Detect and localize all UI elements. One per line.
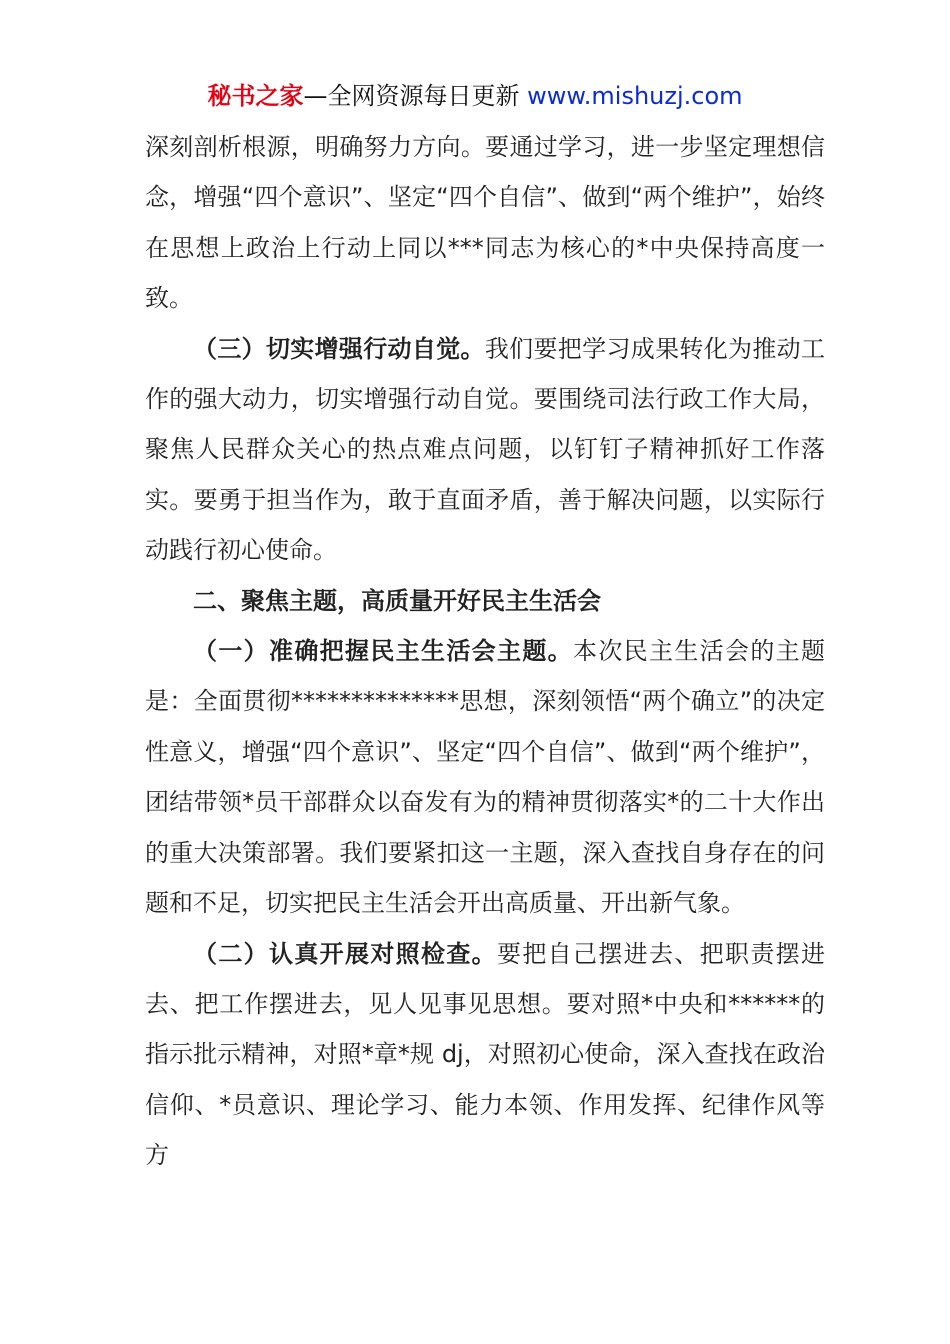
paragraph-heading: （一）准确把握民主生活会主题。 bbox=[193, 637, 573, 666]
paragraph-heading: （二）认真开展对照检查。 bbox=[193, 939, 497, 968]
site-url-link[interactable]: www.mishuzj.com bbox=[527, 82, 743, 110]
section-heading-2 bbox=[145, 576, 825, 626]
paragraph-subsection-1 bbox=[145, 626, 825, 928]
paragraph-continuation bbox=[145, 122, 825, 324]
site-brand: 秘书之家 bbox=[207, 82, 304, 110]
site-header bbox=[0, 78, 950, 114]
paragraph-subsection-2 bbox=[145, 929, 825, 1181]
site-tagline: —全网资源每日更新 bbox=[303, 82, 520, 110]
paragraph-text: 我们要把学习成果转化为推动工作的强大动力，切实增强行动自觉。要围绕司法行政工作大局，聚焦人民群众关心的热点难点问题，以钉钉子精神抓好工作落实。要勇于担当作为，敢于直面矛盾，善于解决问题，以实际行动践行初心使命。 bbox=[145, 334, 826, 565]
paragraph-text: 要把自己摆进去、把职责摆进去、把工作摆进去，见人见事见思想。要对照*中央和******的指示批示精神，对照*章*规 dj，对照初心使命，深入查找在政治信仰、*员意识、理论学习、能力本领、作用发挥、纪律作风等方 bbox=[145, 939, 825, 1170]
paragraph-heading: （三）切实增强行动自觉。 bbox=[193, 334, 485, 363]
paragraph-text: 深刻剖析根源，明确努力方向。要通过学习，进一步坚定理想信念，增强“四个意识”、坚定“四个自信”、做到“两个维护”，始终在思想上政治上行动上同以***同志为核心的*中央保持高度一致。 bbox=[145, 133, 825, 313]
document-body bbox=[145, 122, 825, 1181]
paragraph-text: 本次民主生活会的主题是：全面贯彻**************思想，深刻领悟“两个确立”的决定性意义，增强“四个意识”、坚定“四个自信”、做到“两个维护”，团结带领*员干部群众以奋发有为的精神贯彻落实*的二十大作出的重大决策部署。我们要紧扣这一主题，深入查找自身存在的问题和不足，切实把民主生活会开出高质量、开出新气象。 bbox=[145, 637, 825, 918]
paragraph-section-3 bbox=[145, 324, 825, 576]
section-title: 二、聚焦主题，高质量开好民主生活会 bbox=[193, 586, 601, 615]
